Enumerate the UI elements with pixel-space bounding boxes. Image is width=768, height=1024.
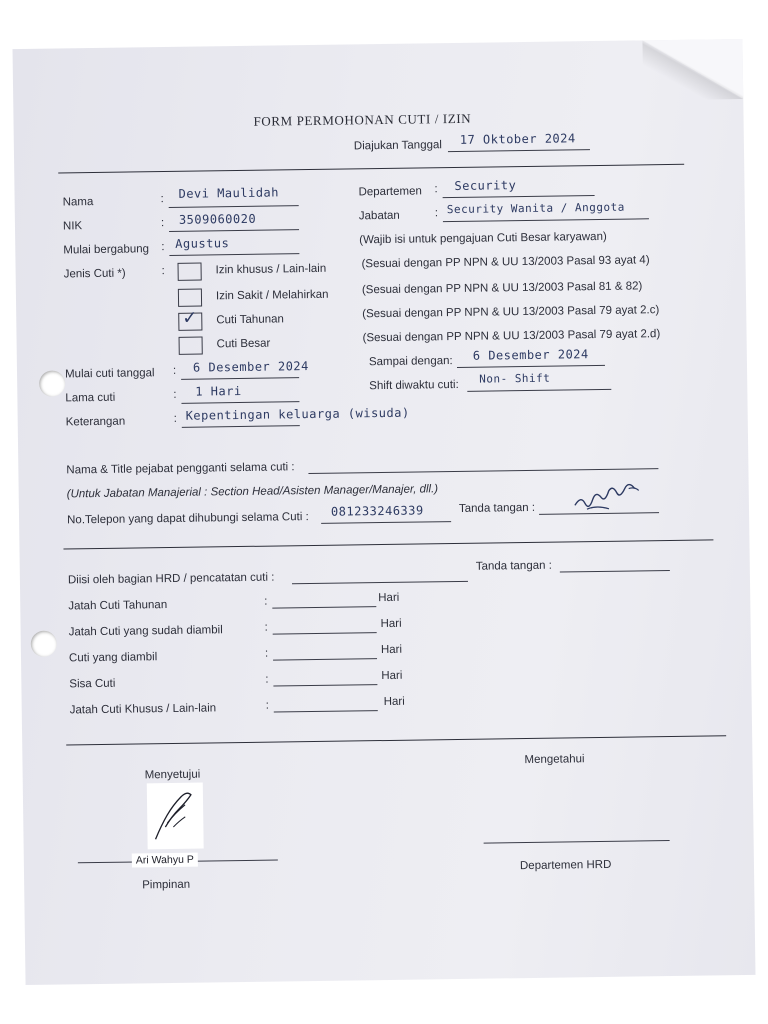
punch-hole-top (39, 370, 65, 396)
start-date-value[interactable]: 6 Desember 2024 (192, 359, 309, 375)
phone-label: No.Telepon yang dapat dihubungi selama Cuti : (67, 511, 309, 527)
join-date-value[interactable]: Agustus (175, 236, 230, 251)
check-mark-icon: ✓ (182, 307, 198, 328)
approver-signature-icon (147, 783, 204, 850)
shift-value[interactable]: Non- Shift (479, 371, 551, 386)
hrd-row-unit-2: Hari (380, 643, 403, 657)
end-date-value[interactable]: 6 Desember 2024 (472, 347, 589, 363)
shift-label: Shift diwaktu cuti: (369, 378, 459, 393)
name-value[interactable]: Devi Maulidah (178, 185, 280, 201)
nik-label: NIK (62, 220, 83, 233)
nik-value[interactable]: 3509060020 (178, 211, 257, 227)
duration-label: Lama cuti (65, 391, 116, 405)
notes-label: Keterangan (65, 415, 126, 429)
checkbox-izin-sakit[interactable] (178, 289, 202, 307)
hrd-signature-label: Tanda tangan : (475, 559, 552, 573)
duration-value[interactable]: 1 Hari (195, 383, 242, 399)
hrd-row-label-3: Sisa Cuti (69, 677, 116, 691)
position-label: Jabatan (358, 209, 400, 223)
checkbox-izin-khusus[interactable] (178, 263, 202, 281)
option-cuti-besar-label: Cuti Besar (216, 337, 271, 351)
hrd-row-label-1: Jatah Cuti yang sudah diambil (68, 624, 223, 639)
employee-signature-icon (567, 478, 651, 515)
phone-value[interactable]: 081233246339 (330, 503, 424, 519)
leave-type-label: Jenis Cuti *) (63, 267, 126, 281)
approver-signature-box (147, 783, 204, 850)
divider-middle (63, 539, 713, 549)
start-date-label: Mulai cuti tanggal (64, 367, 155, 381)
option-cuti-tahunan-rule: (Sesuai dengan PP NPN & UU 13/2003 Pasal 79 ayat 2.c) (362, 304, 660, 321)
join-date-label: Mulai bergabung (63, 243, 150, 257)
substitute-label: Nama & Title pejabat pengganti selama cuti : (66, 461, 295, 477)
hrd-row-unit-0: Hari (378, 591, 400, 605)
option-cuti-tahunan-label: Cuti Tahunan (216, 313, 284, 327)
substitute-signature-label: Tanda tangan : (458, 501, 536, 515)
approved-label: Menyetujui (144, 768, 201, 782)
option-izin-sakit-label: Izin Sakit / Melahirkan (215, 288, 329, 303)
department-value[interactable]: Security (454, 178, 517, 193)
form-paper: FORM PERMOHONAN CUTI / IZIN Diajukan Tanggal 17 Oktober 2024 Nama : Devi Maulidah NIK : 3509060020 Mulai bergabung : Agustus Departemen : Security Jabatan : Security Wanita / Anggota (Wajib isi untuk pengajuan Cuti Besar karyawan) Jenis Cuti *) : Izin khusus / Lain-lain (Sesuai dengan PP NPN & UU 13/2003 Pasal 93 ayat 4) Izin Sakit / Melahirkan (Sesuai dengan PP NPN & UU 13/2003 Pasal 81 & 82) ✓ Cuti Tahunan (Sesuai dengan PP NPN & UU 13/2003 Pasal 79 ayat 2.c) Cuti Besar (Sesuai dengan PP NPN & UU 13/2003 Pasal 79 ayat 2.d) Mulai cuti tanggal : 6 Desember 2024 Sampai dengan: 6 Desember 2024 Lama cuti : 1 Hari Shift diwaktu cuti: Non- Shift Keterangan : Kepentingan keluarga (wisuda) Nama & Title pejabat pengganti selama cuti : (Untuk Jabatan Manajerial : Section Head/Asisten Manager/Manajer, dll.) No.Telepon yang dapat dihubungi selama Cuti : 081233246339 Tanda tangan : Diisi oleh bagian HRD / pencatatan cuti : Tanda tangan : Jatah Cuti Tahunan : Hari Jatah Cuti yang sudah diambil : Hari Cuti yang diambil : Hari Sisa Cuti : Hari Jatah Cuti Khusus / Lain-lain : Hari Menyetujui Ari Wahyu P Pimpinan Mengetahui Departemen HRD (13, 39, 756, 985)
divider-bottom (66, 735, 726, 745)
option-izin-khusus-rule: (Sesuai dengan PP NPN & UU 13/2003 Pasal 93 ayat 4) (361, 254, 650, 271)
hrd-row-label-2: Cuti yang diambil (68, 651, 158, 665)
department-label: Departemen (358, 185, 422, 199)
form-title: FORM PERMOHONAN CUTI / IZIN (253, 110, 472, 129)
submitted-date-label: Diajukan Tanggal (353, 139, 442, 153)
hrd-row-unit-4: Hari (383, 695, 405, 709)
option-cuti-besar-rule: (Sesuai dengan PP NPN & UU 13/2003 Pasal 79 ayat 2.d) (362, 328, 661, 345)
option-izin-khusus-label: Izin khusus / Lain-lain (215, 262, 327, 277)
checkbox-cuti-besar[interactable] (179, 337, 203, 355)
hrd-row-unit-3: Hari (381, 669, 403, 683)
submitted-date-value[interactable]: 17 Oktober 2024 (459, 131, 576, 147)
approver-name: Ari Wahyu P (132, 853, 198, 868)
hrd-row-label-4: Jatah Cuti Khusus / Lain-lain (69, 702, 217, 717)
notes-value[interactable]: Kepentingan keluarga (wisuda) (185, 405, 410, 423)
option-izin-sakit-rule: (Sesuai dengan PP NPN & UU 13/2003 Pasal 81 & 82) (361, 280, 643, 297)
position-value[interactable]: Security Wanita / Anggota (446, 200, 625, 217)
divider-top (58, 164, 684, 174)
hrd-row-unit-1: Hari (380, 617, 402, 631)
end-date-label: Sampai dengan: (368, 355, 453, 369)
acknowledged-label: Mengetahui (524, 753, 585, 767)
big-leave-note: (Wajib isi untuk pengajuan Cuti Besar karyawan) (359, 230, 607, 247)
hrd-row-label-0: Jatah Cuti Tahunan (68, 599, 168, 613)
hrd-label: Diisi oleh bagian HRD / pencatatan cuti : (67, 571, 275, 587)
punch-hole-bottom (31, 631, 57, 657)
name-label: Nama (62, 196, 94, 209)
acknowledger-role: Departemen HRD (519, 858, 612, 873)
approver-role: Pimpinan (142, 878, 191, 892)
managerial-note: (Untuk Jabatan Manajerial : Section Head/Asisten Manager/Manajer, dll.) (66, 483, 439, 501)
